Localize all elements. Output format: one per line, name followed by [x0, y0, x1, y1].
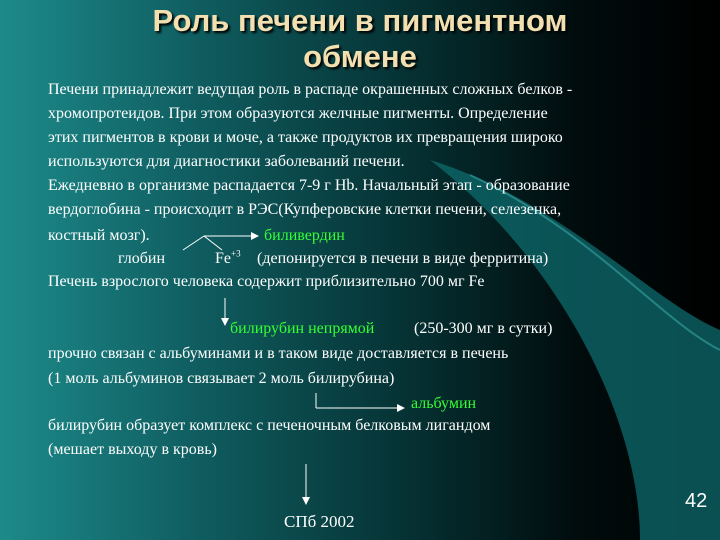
biliverdin-label: биливердин: [264, 227, 345, 244]
slide-title-line-1: Роль печени в пигментном: [152, 3, 568, 38]
split-arrow-fe: [204, 236, 222, 250]
body-line-6: вердоглобина - происходит в РЭС(Купферовские клетки печени, селезенка,: [48, 201, 562, 218]
body-line-2: хромопротеидов. При этом образуются желчные пигменты. Определение: [48, 105, 548, 122]
fe-symbol: Fe: [215, 250, 231, 267]
fe-charge: +3: [231, 248, 241, 259]
ferritin-deposit-text: (депонируется в печени в виде ферритина): [257, 250, 549, 267]
bilirubin-indirect-label: билирубин непрямой: [230, 320, 375, 337]
globin-label: глобин: [118, 250, 165, 267]
albumin-binding-line-2: (1 моль альбуминов связывает 2 моль билирубина): [48, 370, 395, 387]
split-arrow-globin: [183, 236, 204, 250]
body-line-1: Печени принадлежит ведущая роль в распаде окрашенных сложных белков -: [48, 81, 573, 98]
complex-line-1: билирубин образует комплекс с печеночным белковым лигандом: [48, 417, 491, 434]
page-number: 42: [685, 490, 708, 512]
arrow-to-albumin: [316, 393, 404, 408]
bilirubin-rate-text: (250-300 мг в сутки): [414, 320, 553, 337]
complex-line-2: (мешает выходу в кровь): [48, 441, 217, 458]
albumin-binding-line-1: прочно связан с альбуминами и в таком виде доставляется в печень: [48, 345, 509, 362]
body-line-4: используются для диагностики заболеваний печени.: [48, 153, 405, 170]
iron-total-text: Печень взрослого человека содержит приблизительно 700 мг Fe: [48, 273, 485, 290]
albumin-label: альбумин: [411, 395, 477, 412]
bone-marrow-text: костный мозг).: [48, 227, 150, 244]
footer-text: СПб 2002: [284, 512, 355, 531]
body-line-3: этих пигментов в крови и моче, а также продуктов их превращения широко: [48, 129, 563, 146]
slide-title-line-2: обмене: [303, 39, 417, 74]
body-line-5: Ежедневно в организме распадается 7-9 г Hb. Начальный этап - образование: [48, 177, 570, 194]
